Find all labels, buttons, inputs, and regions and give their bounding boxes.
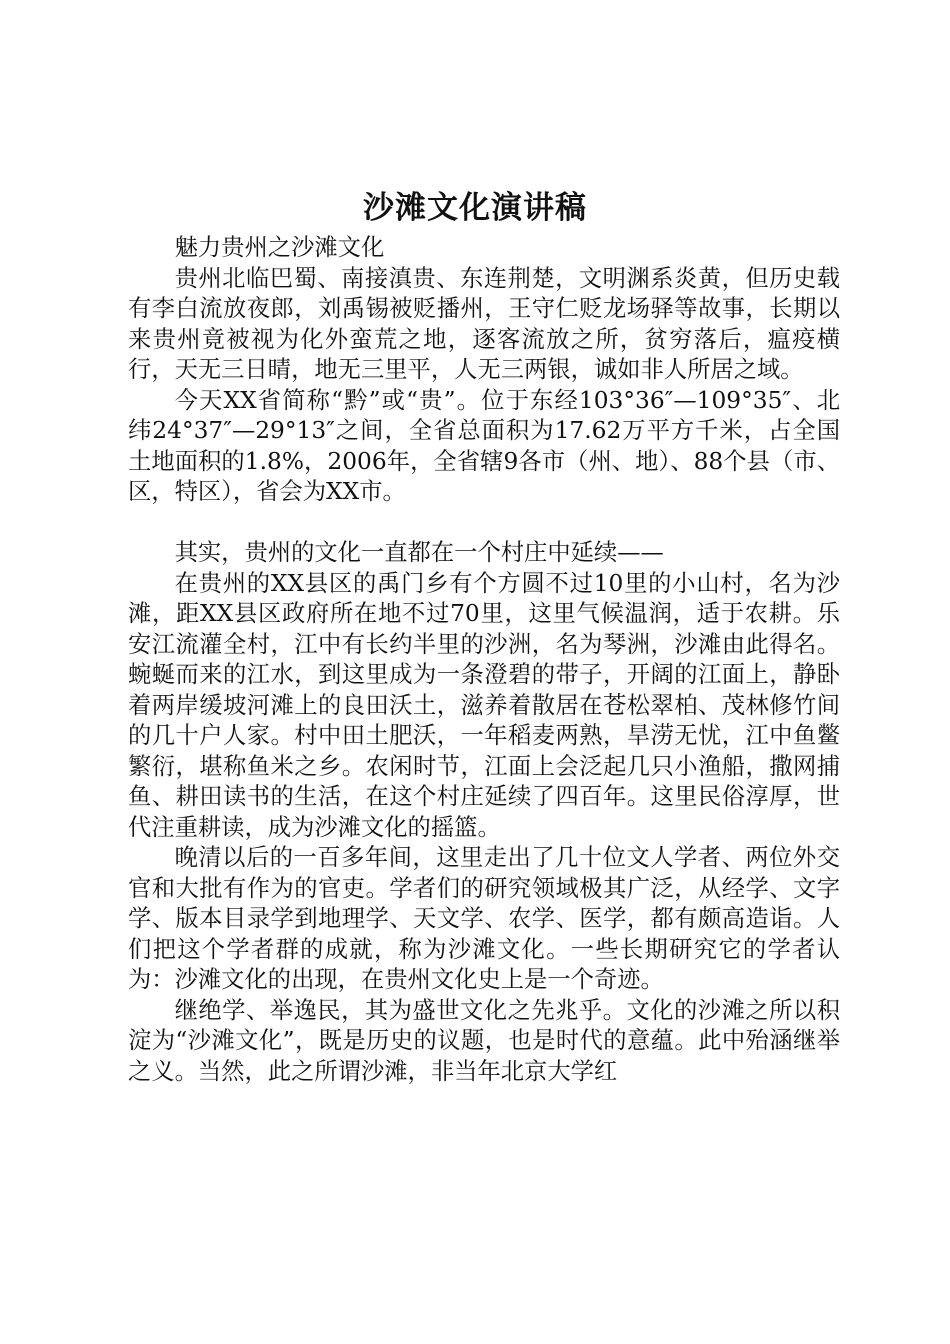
paragraph-subtitle: 魅力贵州之沙滩文化 [174,234,385,261]
paragraph-scholars: 晚清以后的一百多年间，这里走出了几十位文人学者、两位外交官和大批有作为的官吏。学者们的研究领域极其广泛，从经学、文字学、版本目录学到地理学、天文学、农学、医学，都有颇高造诣。人们把这个学者群的成就，称为沙滩文化。一些长期研究它的学者认为：沙滩文化的出现，在贵州文化史上是一个奇迹。 [128,844,840,993]
paragraph-history: 贵州北临巴蜀、南接滇贵、东连荆楚，文明渊系炎黄，但历史载有李白流放夜郎，刘禹锡被贬播州，王守仁贬龙场驿等故事，长期以来贵州竟被视为化外蛮荒之地，逐客流放之所，贫穷落后，瘟疫横行，天无三日晴，地无三里平，人无三两银，诚如非人所居之域。 [128,264,840,383]
document-title: 沙滩文化演讲稿 [363,190,587,226]
document-body [128,233,840,1087]
paragraph-geography: 今天XX省简称“黔”或“贵”。位于东经103°36″—109°35″、北纬24°37″—29°13″之间，全省总面积为17.62万平方千米，占全国土地面积的1.8%，2006年，全省辖9各市（州、地）、88个县（市、区，特区），省会为XX市。 [128,386,840,505]
paragraph-culture-meaning: 继绝学、举逸民，其为盛世文化之先兆乎。文化的沙滩之所以积淀为“沙滩文化”，既是历史的议题，也是时代的意蕴。此中殆涵继举之义。当然，此之所谓沙滩，非当年北京大学红 [128,996,840,1085]
paragraph-gap [128,508,840,539]
paragraph-shatan-village: 在贵州的XX县区的禹门乡有个方圆不过10里的小山村，名为沙滩，距XX县区政府所在地不过70里，这里气候温润，适于农耕。乐安江流灌全村，江中有长约半里的沙洲，名为琴洲，沙滩由此得名。蜿蜒而来的江水，到这里成为一条澄碧的带子，开阔的江面上，静卧着两岸缓坡河滩上的良田沃土，滋养着散居在苍松翠柏、茂林修竹间的几十户人家。村中田土肥沃，一年稻麦两熟，旱涝无忧，江中鱼鳖繁衍，堪称鱼米之乡。农闲时节，江面上会泛起几只小渔船，撒网捕鱼、耕田读书的生活，在这个村庄延续了四百年。这里民俗淳厚，世代注重耕读，成为沙滩文化的摇篮。 [128,569,840,841]
paragraph-village-intro: 其实，贵州的文化一直都在一个村庄中延续—— [174,539,664,566]
